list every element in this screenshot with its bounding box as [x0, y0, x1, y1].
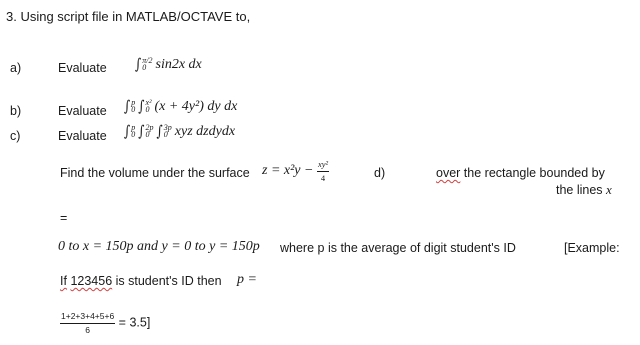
rectangle-text: over the rectangle bounded by: [436, 166, 605, 180]
equals-sign: =: [60, 211, 68, 225]
range-where: where p is the average of digit student's ID: [280, 241, 516, 255]
integral-limits: p 0: [131, 97, 136, 114]
part-a-label: a): [10, 61, 22, 75]
part-b-integral: [124, 99, 237, 115]
part-b-label: b): [10, 104, 22, 118]
integral-limits: p 0: [131, 122, 136, 139]
surface-fraction: $\frac{\text{xy²}}{4}$: [317, 159, 329, 183]
integral-limits: π/2 0: [142, 55, 153, 72]
integral-limits: 3p 0: [163, 122, 172, 139]
lines-text: the lines x: [556, 182, 612, 197]
if-word: If: [60, 274, 67, 288]
integral-limits: x² 0: [145, 97, 152, 114]
integral-sign-icon: ∫: [124, 122, 131, 140]
part-c-label: c): [10, 129, 21, 143]
part-c-verb: Evaluate: [58, 129, 107, 143]
student-id: 123456: [70, 274, 113, 288]
part-a-integral: [135, 57, 202, 73]
example-label: [Example:: [564, 241, 620, 255]
volume-text: Find the volume under the surface: [60, 166, 250, 180]
computation: [60, 312, 150, 334]
question-title: 3. Using script file in MATLAB/OCTAVE to,: [6, 9, 251, 24]
range-expression: 0 to x = 150p and y = 0 to y = 150p: [58, 239, 260, 254]
part-c-integral: [124, 124, 235, 140]
integral-sign-icon: ∫: [124, 97, 131, 115]
part-b-verb: Evaluate: [58, 104, 107, 118]
integral-sign-icon: ∫: [138, 97, 145, 115]
computation-result: = 3.5]: [118, 315, 151, 330]
integral-sign-icon: ∫: [135, 55, 142, 73]
example-text: If 123456 is student's ID then: [60, 274, 222, 288]
over-word: over: [436, 166, 461, 180]
average-fraction: $\frac{1+2+3+4+5+6}{6}$: [61, 311, 115, 335]
part-d-label: d): [374, 166, 386, 180]
p-equals: p =: [237, 272, 257, 287]
surface-equation: z = x²y − $\frac{\text{xy²}}{4}$: [262, 159, 329, 183]
integral-limits: 2p 0: [145, 122, 154, 139]
integral-sign-icon: ∫: [156, 122, 163, 140]
part-a-expression: sin2x dx: [155, 57, 202, 72]
part-b-expression: (x + 4y²) dy dx: [154, 99, 238, 114]
part-c-expression: xyz dzdydx: [174, 124, 236, 139]
integral-sign-icon: ∫: [138, 122, 145, 140]
part-a-verb: Evaluate: [58, 61, 107, 75]
